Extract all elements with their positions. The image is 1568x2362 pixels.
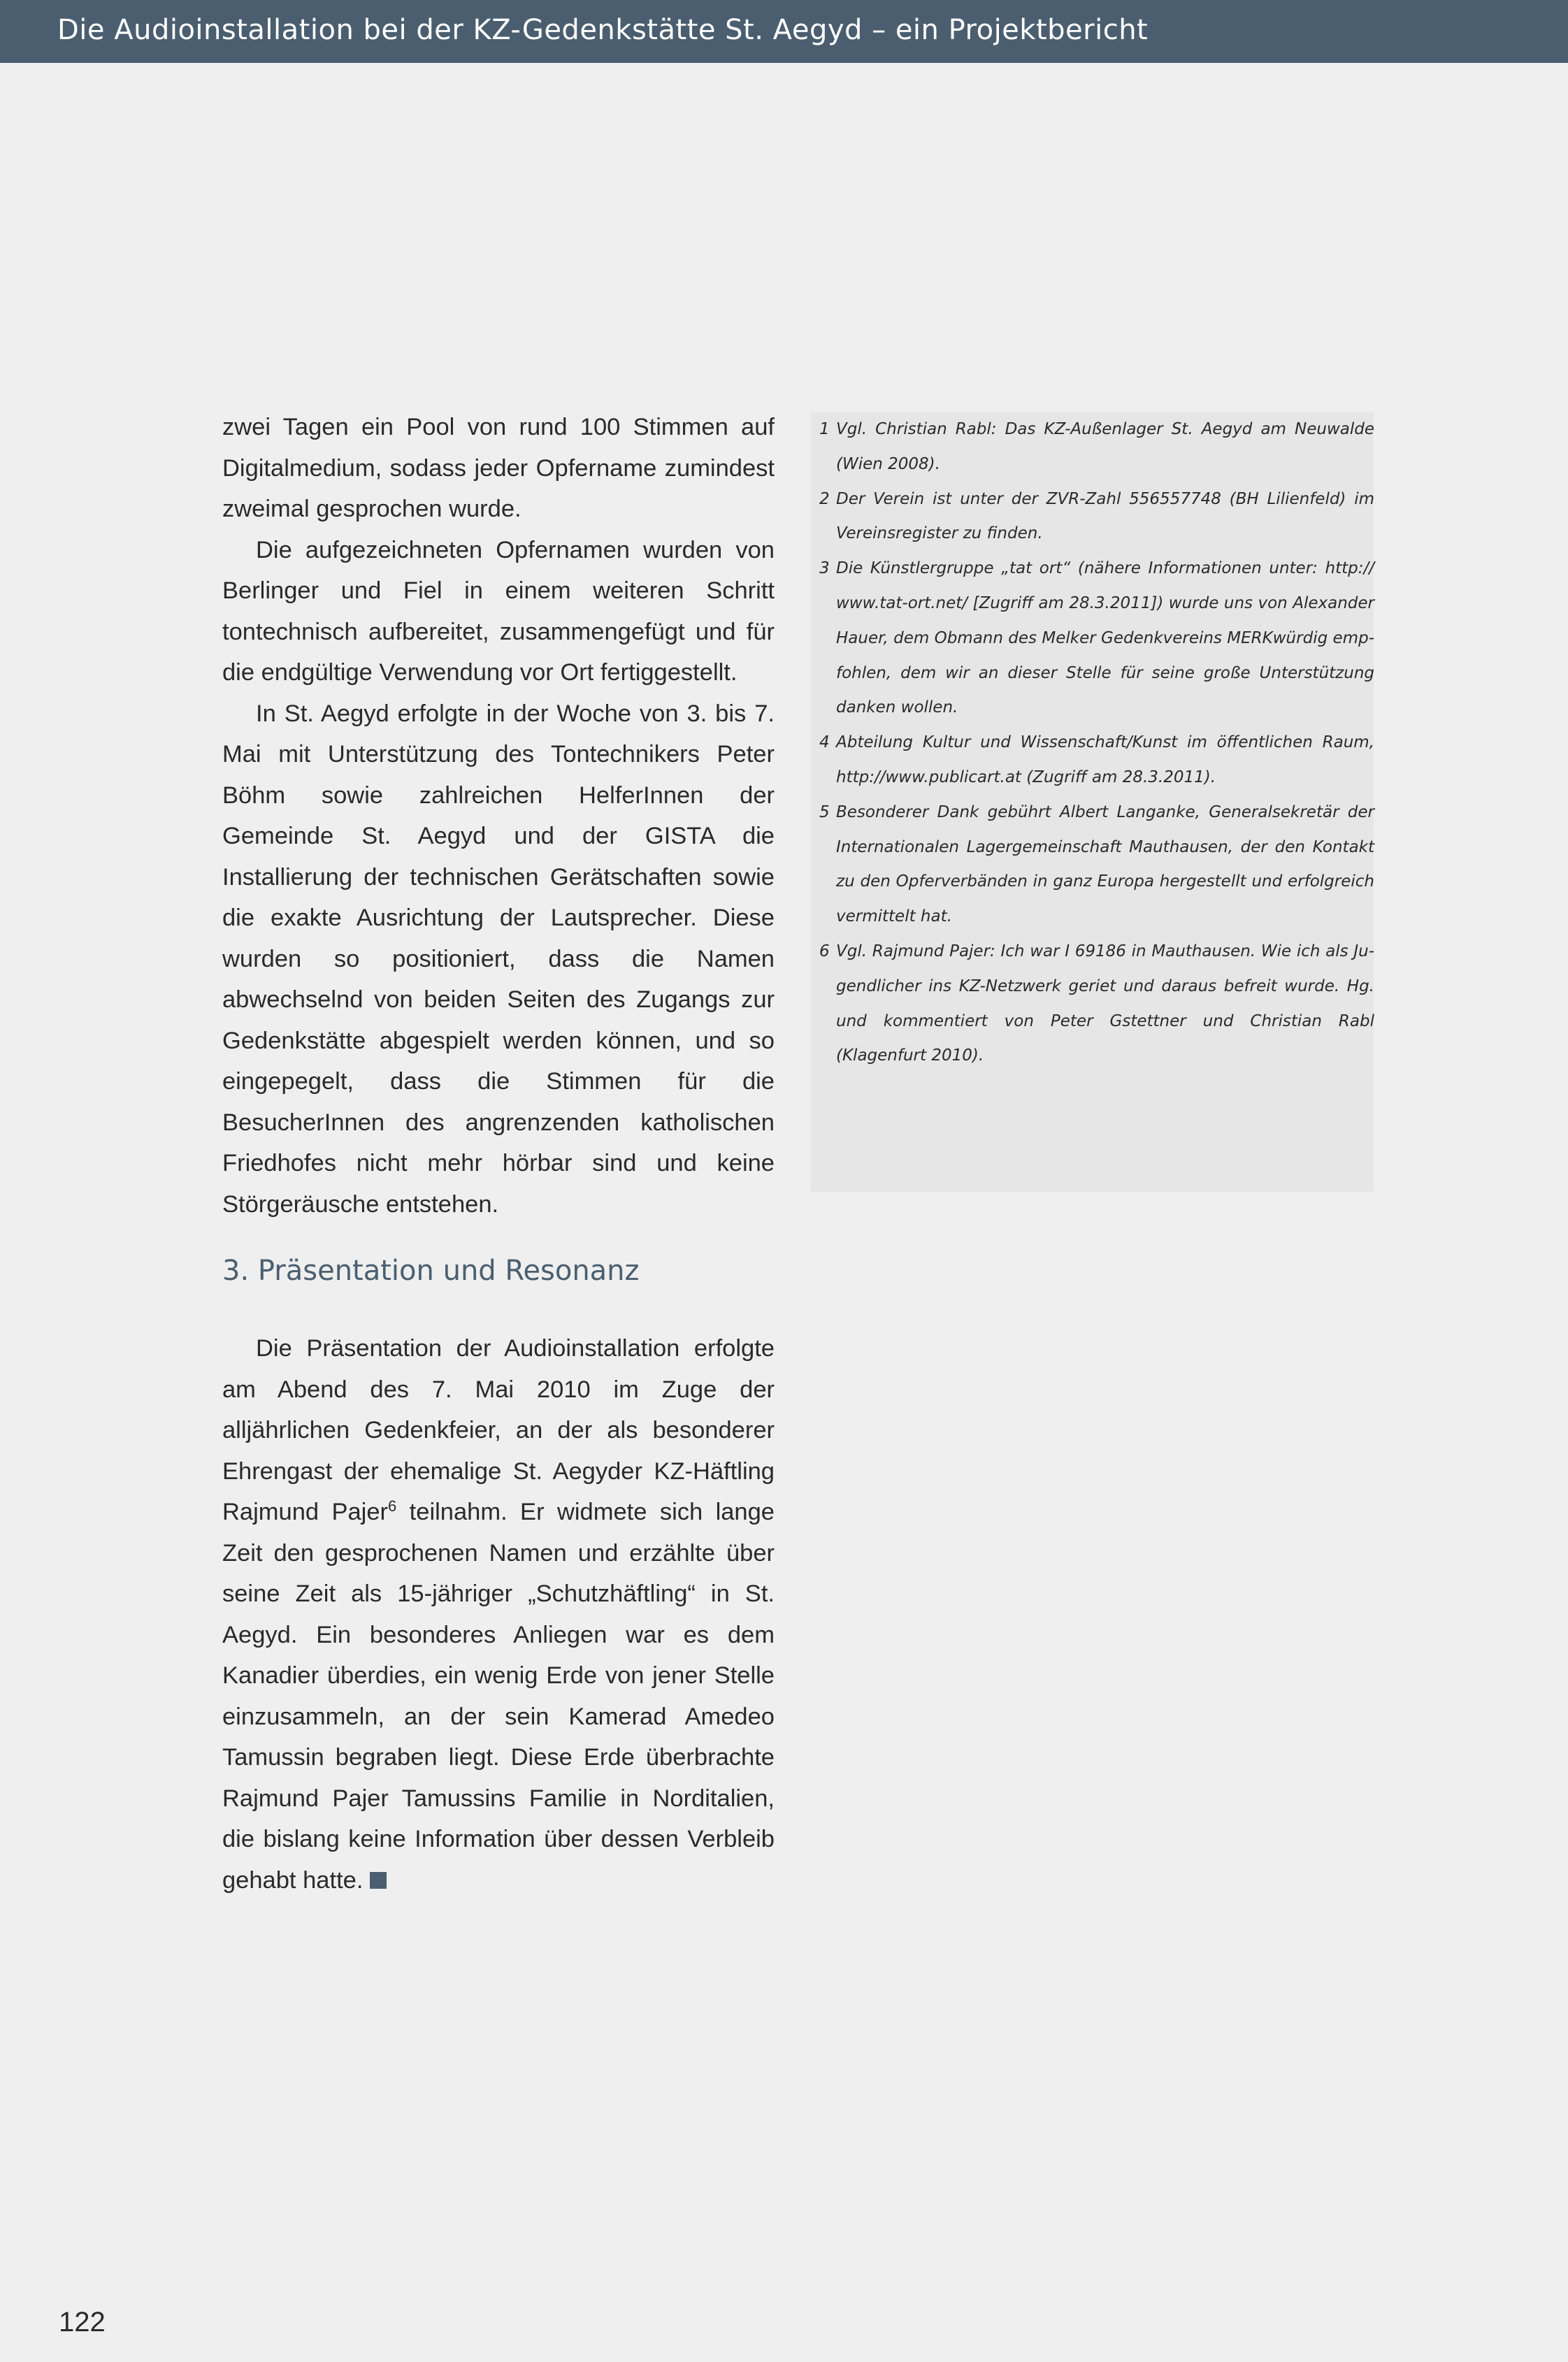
footnote-number: 4 bbox=[819, 733, 830, 752]
body-paragraph: In St. Aegyd erfolgte in der Woche von 3. bis 7. Mai mit Unterstützung des Tontechnikers Peter Böhm sowie zahlreichen HelferInnen der Gemeinde St. Aegyd und der GISTA die Installierung der technischen Gerätschaften sowie die exakte Ausrichtung der Lautsprecher. Diese wurden so positioniert, dass die Namen abwechselnd von beiden Seiten des Zugangs zur Gedenkstätte abgespielt werden können, und so eingepegelt, dass die Stimmen für die BesucherInnen des angrenzenden katholischen Friedhofes nicht mehr hörbar sind und keine Störgeräusche entstehen. bbox=[222, 700, 775, 1218]
footnote-text: Vgl. Rajmund Pajer: Ich war I 69186 in Mauthausen. Wie ich als Jugendlicher ins KZ-Netzwerk geriet und daraus befreit wurde. Hg. und kommentiert von Peter Gstettner und Christian Rabl (Klagenfurt 2010). bbox=[836, 942, 1374, 1065]
footnote-number: 2 bbox=[819, 489, 830, 508]
footnote bbox=[819, 552, 1374, 726]
footnote bbox=[819, 935, 1374, 1074]
footnote-number: 6 bbox=[819, 942, 830, 960]
footnote bbox=[819, 482, 1374, 552]
footnote-text: Abteilung Kultur und Wissenschaft/Kunst im öffentlichen Raum, http://www.publicart.at (Zugriff am 28.3.2011). bbox=[836, 733, 1374, 786]
footnote bbox=[819, 412, 1374, 482]
footnote-text: Vgl. Christian Rabl: Das KZ-Außenlager St. Aegyd am Neuwalde (Wien 2008). bbox=[836, 420, 1374, 473]
body-paragraph: Die aufgezeichneten Opfernamen wurden von Berlinger und Fiel in einem weiteren Schritt tontechnisch aufbereitet, zusammengefügt und für die endgültige Verwendung vor Ort fertiggestellt. bbox=[222, 536, 775, 686]
main-text-column bbox=[222, 407, 775, 1901]
footnote-number: 3 bbox=[819, 559, 830, 578]
end-of-article-square-icon bbox=[370, 1872, 387, 1889]
footnote-number: 5 bbox=[819, 802, 830, 821]
footnote-text: Besonderer Dank gebührt Albert Langanke, Generalsekretär der Internationalen Lagergemeinschaft Mauthausen, der den Kontakt zu den Opferverbänden in ganz Europa hergestellt und erfolgreich vermittelt hat. bbox=[836, 802, 1374, 926]
footnote bbox=[819, 726, 1374, 795]
footnotes-column bbox=[819, 412, 1374, 1074]
footnote-number: 1 bbox=[819, 420, 830, 438]
final-text-part-1: Die Präsentation der Audioinstallation erfolgte am Abend des 7. Mai 2010 im Zuge der alljährlichen Gedenkfeier, an der als besonderer Ehrengast der ehemalige St. Aegyder KZ-Häftling Rajmund Pajer bbox=[222, 1335, 775, 1525]
body-paragraph-final bbox=[222, 1328, 775, 1901]
final-text-part-2: teilnahm. Er widmete sich lange Zeit den gesprochenen Namen und erzählte über seine Zeit als 15-jähriger „Schutzhäftling“ in St. Aegyd. Ein besonderes Anliegen war es dem Kanadier überdies, ein wenig Erde von jener Stelle einzusammeln, an der sein Kamerad Amedeo Tamussin begraben liegt. Diese Erde überbrachte Rajmund Pajer Tamussins Familie in Norditalien, die bislang keine Information über dessen Verbleib gehabt hatte. bbox=[222, 1499, 775, 1894]
footnote-text: Der Verein ist unter der ZVR-Zahl 556557748 (BH Lilienfeld) im Vereinsregister zu finden. bbox=[836, 489, 1374, 543]
body-paragraph: zwei Tagen ein Pool von rund 100 Stimmen auf Digitalmedium, sodass jeder Opfername zumindest zweimal gesprochen wurde. bbox=[222, 414, 775, 522]
footnote bbox=[819, 795, 1374, 935]
footnote-reference: 6 bbox=[388, 1497, 397, 1515]
running-header bbox=[0, 0, 1568, 63]
running-header-title: Die Audioinstallation bei der KZ-Gedenkstätte St. Aegyd – ein Projektbericht bbox=[57, 14, 1149, 46]
footnote-text: Die Künstlergruppe „tat ort“ (nähere Informationen unter: http:// www.tat-ort.net/ [Zugriff am 28.3.2011]) wurde uns von Alexander Hauer, dem Obmann des Melker Gedenkvereins MERKwürdig empfohlen, dem wir an dieser Stelle für seine große Unterstützung danken wollen. bbox=[836, 559, 1374, 717]
page-number: 122 bbox=[59, 2307, 106, 2338]
section-heading: 3. Präsentation und Resonanz bbox=[222, 1255, 640, 1287]
